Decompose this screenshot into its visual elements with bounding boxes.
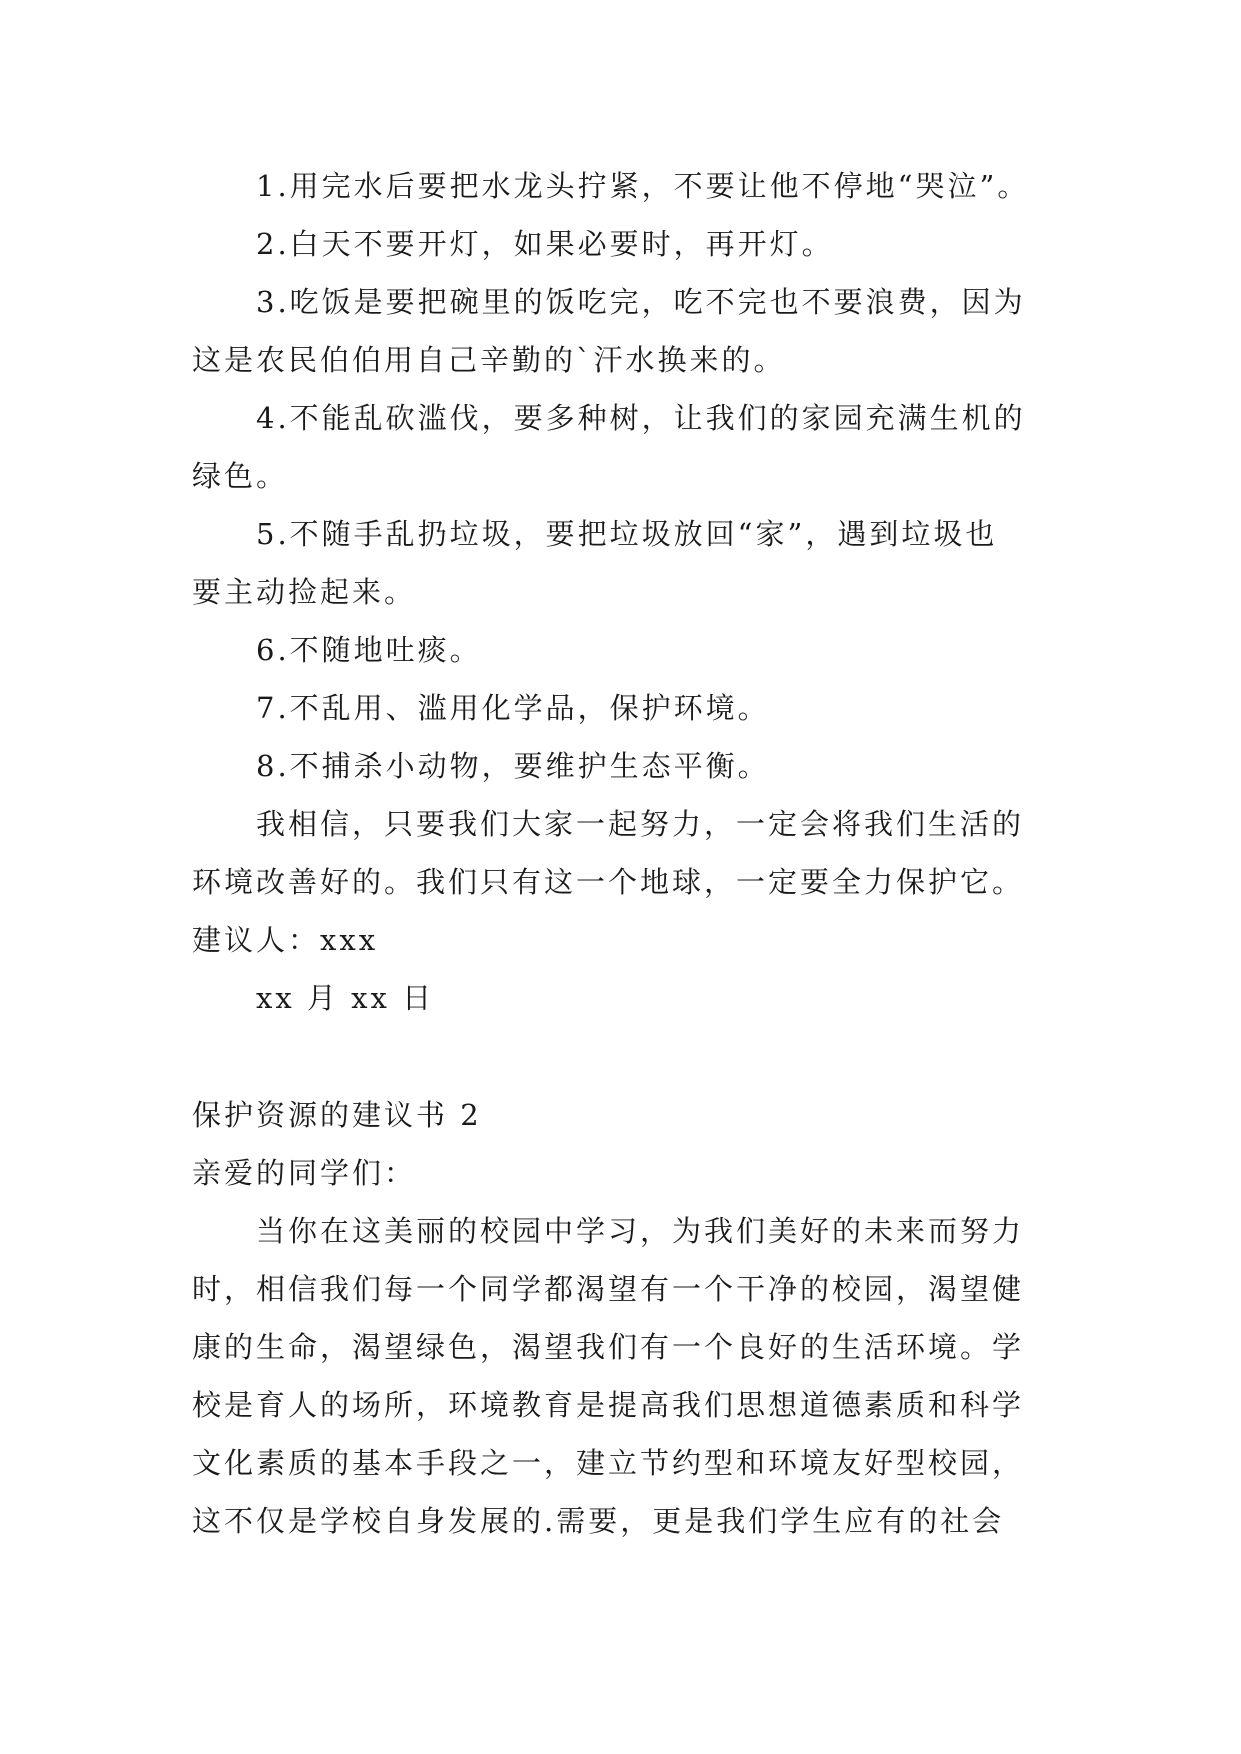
list-item-3: 3.吃饭是要把碗里的饭吃完，吃不完也不要浪费，因为 — [256, 285, 1026, 319]
list-item-1: 1.用完水后要把水龙头拧紧，不要让他不停地“哭泣”。 — [256, 169, 1030, 203]
list-item-6: 6.不随地吐痰。 — [256, 633, 482, 667]
list-item-7: 7.不乱用、滥用化学品，保护环境。 — [256, 691, 770, 725]
body-line-1: 当你在这美丽的校园中学习，为我们美好的未来而努力 — [256, 1214, 1025, 1248]
list-item-4-continued: 绿色。 — [192, 459, 289, 493]
list-item-3-continued: 这是农民伯伯用自己辛勤的`汗水换来的。 — [192, 343, 786, 377]
body-line-2: 时，相信我们每一个同学都渴望有一个干净的校园，渴望健 — [192, 1272, 1025, 1306]
list-item-8: 8.不捕杀小动物，要维护生态平衡。 — [256, 749, 770, 783]
list-item-5-continued: 要主动捡起来。 — [192, 575, 417, 609]
closing-paragraph-line-2: 环境改善好的。我们只有这一个地球，一定要全力保护它。 — [192, 865, 1025, 899]
list-item-4: 4.不能乱砍滥伐，要多种树，让我们的家园充满生机的 — [256, 401, 1026, 435]
section-title: 保护资源的建议书 2 — [192, 1098, 482, 1132]
proposer-line: 建议人：xxx — [192, 923, 379, 957]
body-line-6: 这不仅是学校自身发展的.需要，更是我们学生应有的社会 — [192, 1504, 1005, 1538]
list-item-2: 2.白天不要开灯，如果必要时，再开灯。 — [256, 227, 834, 261]
closing-paragraph-line-1: 我相信，只要我们大家一起努力，一定会将我们生活的 — [256, 807, 1025, 841]
date-line: xx 月 xx 日 — [256, 981, 435, 1015]
body-line-4: 校是育人的场所，环境教育是提高我们思想道德素质和科学 — [192, 1388, 1025, 1422]
body-line-5: 文化素质的基本手段之一，建立节约型和环境友好型校园， — [192, 1446, 1025, 1480]
body-line-3: 康的生命，渴望绿色，渴望我们有一个良好的生活环境。学 — [192, 1330, 1025, 1364]
list-item-5: 5.不随手乱扔垃圾，要把垃圾放回“家”，遇到垃圾也 — [256, 517, 998, 551]
salutation: 亲爱的同学们： — [192, 1156, 417, 1190]
